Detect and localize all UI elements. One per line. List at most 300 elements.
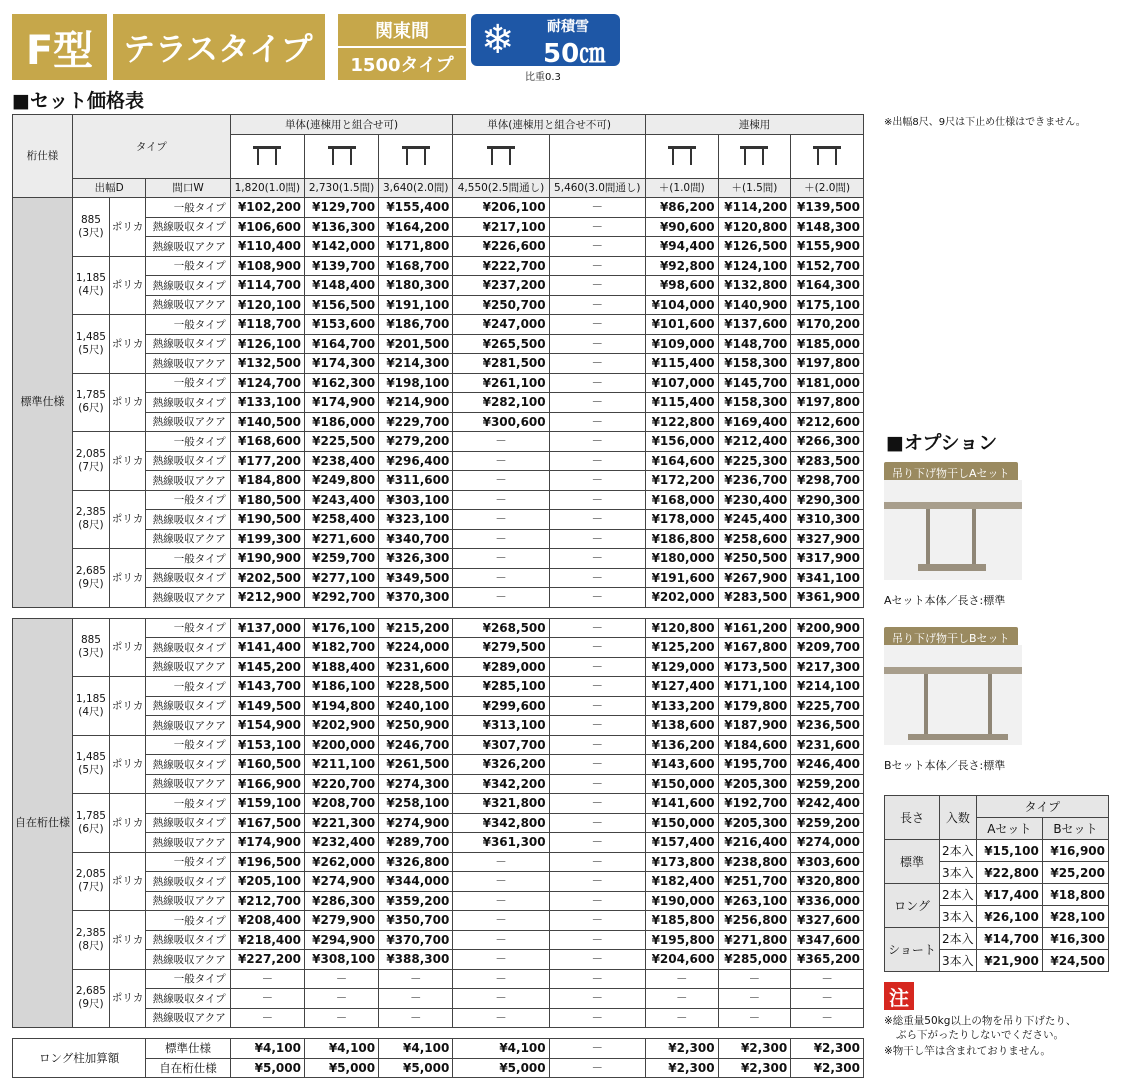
roof-type: 熱線吸収タイプ bbox=[146, 872, 230, 892]
depth-mm: 1,785 bbox=[75, 389, 106, 402]
price-cell: － bbox=[549, 872, 645, 892]
price-cell: ¥98,600 bbox=[645, 276, 718, 296]
price-cell: ¥149,500 bbox=[230, 696, 304, 716]
price-cell: ¥125,200 bbox=[645, 638, 718, 658]
price-cell: ¥246,400 bbox=[791, 755, 864, 775]
price-cell: － bbox=[379, 989, 453, 1009]
price-cell: ¥232,400 bbox=[304, 833, 378, 853]
price-cell: － bbox=[549, 490, 645, 510]
roof-type-icon bbox=[813, 146, 841, 164]
price-cell: ¥240,100 bbox=[379, 696, 453, 716]
price-cell: ¥246,700 bbox=[379, 735, 453, 755]
column-header: 3,640(2.0間) bbox=[379, 178, 453, 198]
price-cell: ¥326,300 bbox=[379, 549, 453, 569]
roof-type: 熱線吸収タイプ bbox=[146, 393, 230, 413]
opt-qty: 3本入 bbox=[939, 906, 976, 928]
price-cell: ¥152,700 bbox=[791, 256, 864, 276]
roof-type: 熱線吸収タイプ bbox=[146, 755, 230, 775]
depth-cell bbox=[73, 794, 110, 853]
price-cell: ¥141,400 bbox=[230, 638, 304, 658]
long-spec: 自在桁仕様 bbox=[146, 1058, 230, 1078]
depth-shaku: (6尺) bbox=[78, 822, 104, 835]
price-cell: ¥143,600 bbox=[645, 755, 718, 775]
price-cell: ¥186,800 bbox=[645, 529, 718, 549]
price-cell: ¥344,000 bbox=[379, 872, 453, 892]
depth-cell bbox=[73, 677, 110, 736]
header-type: タイプ bbox=[73, 115, 231, 179]
price-cell: ¥185,000 bbox=[791, 334, 864, 354]
opt-price: ¥25,200 bbox=[1042, 862, 1108, 884]
table-row bbox=[13, 490, 864, 510]
price-cell: － bbox=[549, 677, 645, 697]
price-cell: － bbox=[230, 1008, 304, 1028]
opt-qty: 2本入 bbox=[939, 884, 976, 906]
price-cell: － bbox=[549, 315, 645, 335]
price-cell: ¥5,000 bbox=[304, 1058, 378, 1078]
depth-shaku: (4尺) bbox=[78, 285, 104, 298]
price-cell: ¥266,300 bbox=[791, 432, 864, 452]
column-header: 2,730(1.5間) bbox=[304, 178, 378, 198]
price-cell: ¥188,400 bbox=[304, 657, 378, 677]
price-cell: ¥136,200 bbox=[645, 735, 718, 755]
opt-price: ¥18,800 bbox=[1042, 884, 1108, 906]
price-cell: － bbox=[718, 969, 791, 989]
price-cell: ¥90,600 bbox=[645, 217, 718, 237]
roof-type: 熱線吸収タイプ bbox=[146, 510, 230, 530]
price-cell: ¥150,000 bbox=[645, 774, 718, 794]
price-cell: ¥228,500 bbox=[379, 677, 453, 697]
price-cell: ¥184,600 bbox=[718, 735, 791, 755]
price-cell: ¥139,700 bbox=[304, 256, 378, 276]
price-cell: ¥327,600 bbox=[791, 911, 864, 931]
price-cell: ¥214,900 bbox=[379, 393, 453, 413]
group-3: 連棟用 bbox=[645, 115, 863, 135]
price-cell: ¥212,400 bbox=[718, 432, 791, 452]
price-cell: ¥154,900 bbox=[230, 716, 304, 736]
note-line-3: ※物干し竿は含まれておりません。 bbox=[884, 1045, 1051, 1057]
price-cell: ¥208,400 bbox=[230, 911, 304, 931]
price-cell: ¥5,000 bbox=[379, 1058, 453, 1078]
price-cell: ¥143,700 bbox=[230, 677, 304, 697]
price-cell: ¥153,600 bbox=[304, 315, 378, 335]
price-cell: ¥247,000 bbox=[453, 315, 549, 335]
price-cell: ¥231,600 bbox=[379, 657, 453, 677]
price-cell: ¥180,500 bbox=[230, 490, 304, 510]
opt-price: ¥16,900 bbox=[1042, 840, 1108, 862]
depth-cell bbox=[73, 969, 110, 1028]
price-cell: ¥298,700 bbox=[791, 471, 864, 491]
roof-type: 熱線吸収アクア bbox=[146, 237, 230, 257]
price-cell: ¥262,000 bbox=[304, 852, 378, 872]
depth-shaku: (5尺) bbox=[78, 764, 104, 777]
model-label: F型 bbox=[12, 14, 107, 80]
table-row bbox=[13, 969, 864, 989]
price-cell: ¥115,400 bbox=[645, 354, 718, 374]
price-cell: ¥214,300 bbox=[379, 354, 453, 374]
price-cell: ¥158,300 bbox=[718, 354, 791, 374]
depth-mm: 1,485 bbox=[75, 330, 106, 343]
price-cell: ¥191,100 bbox=[379, 295, 453, 315]
price-cell: ¥106,600 bbox=[230, 217, 304, 237]
price-cell: ¥216,400 bbox=[718, 833, 791, 853]
price-cell: － bbox=[453, 969, 549, 989]
width-type-label: 1500タイプ bbox=[338, 48, 466, 80]
depth-cell bbox=[73, 618, 110, 677]
price-cell: ¥365,200 bbox=[791, 950, 864, 970]
header-spec: 桁仕様 bbox=[13, 115, 73, 198]
price-cell: ¥145,200 bbox=[230, 657, 304, 677]
price-cell: ¥120,800 bbox=[645, 618, 718, 638]
price-cell: ¥250,900 bbox=[379, 716, 453, 736]
depth-mm: 2,685 bbox=[75, 564, 106, 577]
price-cell: ¥2,300 bbox=[791, 1039, 864, 1059]
roof-type: 熱線吸収アクア bbox=[146, 716, 230, 736]
opt-price: ¥17,400 bbox=[976, 884, 1042, 906]
price-cell: ¥169,400 bbox=[718, 412, 791, 432]
price-cell: － bbox=[549, 618, 645, 638]
roof-type: 熱線吸収タイプ bbox=[146, 217, 230, 237]
price-cell: ¥195,800 bbox=[645, 930, 718, 950]
price-cell: ¥300,600 bbox=[453, 412, 549, 432]
price-cell: ¥225,300 bbox=[718, 451, 791, 471]
price-cell: ¥157,400 bbox=[645, 833, 718, 853]
price-cell: ¥230,400 bbox=[718, 490, 791, 510]
roof-type: 熱線吸収アクア bbox=[146, 588, 230, 608]
price-cell: － bbox=[453, 989, 549, 1009]
price-cell: ¥186,000 bbox=[304, 412, 378, 432]
price-cell: － bbox=[549, 755, 645, 775]
price-cell: ¥4,100 bbox=[379, 1039, 453, 1059]
price-cell: ¥205,300 bbox=[718, 813, 791, 833]
depth-shaku: (3尺) bbox=[78, 647, 104, 660]
price-cell: ¥108,900 bbox=[230, 256, 304, 276]
column-header: ＋(1.5間) bbox=[718, 178, 791, 198]
column-header: 4,550(2.5間通し) bbox=[453, 178, 549, 198]
roof-icon-cell bbox=[791, 134, 864, 178]
price-cell: － bbox=[304, 1008, 378, 1028]
price-cell: ¥237,200 bbox=[453, 276, 549, 296]
roof-type: 一般タイプ bbox=[146, 911, 230, 931]
price-cell: ¥132,800 bbox=[718, 276, 791, 296]
depth-cell bbox=[73, 315, 110, 374]
roof-type: 熱線吸収タイプ bbox=[146, 696, 230, 716]
price-cell: ¥164,700 bbox=[304, 334, 378, 354]
price-cell: ¥181,000 bbox=[791, 373, 864, 393]
price-cell: ¥217,300 bbox=[791, 657, 864, 677]
price-cell: ¥224,000 bbox=[379, 638, 453, 658]
roof-icon-cell bbox=[230, 134, 304, 178]
price-cell: ¥268,500 bbox=[453, 618, 549, 638]
roof-type: 一般タイプ bbox=[146, 549, 230, 569]
price-cell: － bbox=[549, 334, 645, 354]
price-cell: － bbox=[549, 529, 645, 549]
roof-type: 熱線吸収タイプ bbox=[146, 334, 230, 354]
roof-type: 熱線吸収アクア bbox=[146, 354, 230, 374]
price-cell: ¥126,500 bbox=[718, 237, 791, 257]
price-cell: ¥133,100 bbox=[230, 393, 304, 413]
price-cell: ¥168,600 bbox=[230, 432, 304, 452]
depth-shaku: (8尺) bbox=[78, 519, 104, 532]
roof-icon-cell bbox=[304, 134, 378, 178]
roof-type: 熱線吸収アクア bbox=[146, 412, 230, 432]
column-header: ＋(1.0間) bbox=[645, 178, 718, 198]
price-cell: ¥150,000 bbox=[645, 813, 718, 833]
price-cell: － bbox=[549, 198, 645, 218]
price-cell: ¥4,100 bbox=[230, 1039, 304, 1059]
option-a-caption: Aセット本体／長さ:標準 bbox=[884, 594, 1006, 607]
price-cell: ¥182,700 bbox=[304, 638, 378, 658]
price-cell: ¥327,900 bbox=[791, 529, 864, 549]
price-cell: － bbox=[453, 471, 549, 491]
price-cell: ¥160,500 bbox=[230, 755, 304, 775]
material-label: ポリカ bbox=[109, 373, 145, 432]
price-cell: － bbox=[549, 412, 645, 432]
depth-shaku: (7尺) bbox=[78, 460, 104, 473]
price-cell: ¥310,300 bbox=[791, 510, 864, 530]
price-cell: － bbox=[718, 989, 791, 1009]
price-cell: ¥136,300 bbox=[304, 217, 378, 237]
price-cell: ¥341,100 bbox=[791, 568, 864, 588]
roof-type: 一般タイプ bbox=[146, 852, 230, 872]
price-cell: ¥118,700 bbox=[230, 315, 304, 335]
price-cell: － bbox=[549, 510, 645, 530]
opt-h-qty: 入数 bbox=[939, 796, 976, 840]
price-cell: ¥336,000 bbox=[791, 891, 864, 911]
price-cell: ¥217,100 bbox=[453, 217, 549, 237]
material-label: ポリカ bbox=[109, 677, 145, 736]
price-cell: － bbox=[549, 373, 645, 393]
roof-type: 一般タイプ bbox=[146, 677, 230, 697]
price-cell: ¥349,500 bbox=[379, 568, 453, 588]
price-cell: ¥370,700 bbox=[379, 930, 453, 950]
price-cell: ¥340,700 bbox=[379, 529, 453, 549]
price-cell: ¥250,500 bbox=[718, 549, 791, 569]
roof-type: 熱線吸収アクア bbox=[146, 833, 230, 853]
roof-type: 一般タイプ bbox=[146, 735, 230, 755]
table-row bbox=[13, 198, 864, 218]
price-cell: ¥218,400 bbox=[230, 930, 304, 950]
price-cell: ¥127,400 bbox=[645, 677, 718, 697]
option-table bbox=[884, 795, 1109, 972]
price-cell: ¥190,000 bbox=[645, 891, 718, 911]
price-cell: ¥197,800 bbox=[791, 393, 864, 413]
price-cell: － bbox=[453, 1008, 549, 1028]
depth-shaku: (8尺) bbox=[78, 939, 104, 952]
price-cell: ¥265,500 bbox=[453, 334, 549, 354]
price-cell: ¥140,500 bbox=[230, 412, 304, 432]
price-cell: ¥132,500 bbox=[230, 354, 304, 374]
table-row bbox=[13, 549, 864, 569]
top-note: ※出幅8尺、9尺は下止め仕様はできません。 bbox=[884, 117, 1086, 128]
price-cell: ¥124,700 bbox=[230, 373, 304, 393]
price-cell: ¥174,300 bbox=[304, 354, 378, 374]
roof-type: 熱線吸収アクア bbox=[146, 891, 230, 911]
table-row bbox=[13, 315, 864, 335]
price-cell: ¥2,300 bbox=[718, 1039, 791, 1059]
opt-length: ロング bbox=[885, 884, 940, 928]
price-cell: ¥342,200 bbox=[453, 774, 549, 794]
opt-price: ¥16,300 bbox=[1042, 928, 1108, 950]
price-cell: － bbox=[549, 451, 645, 471]
price-cell: ¥236,700 bbox=[718, 471, 791, 491]
price-cell: － bbox=[453, 930, 549, 950]
opt-price: ¥21,900 bbox=[976, 950, 1042, 972]
material-label: ポリカ bbox=[109, 315, 145, 374]
depth-mm: 885 bbox=[80, 634, 101, 647]
price-cell: ¥173,800 bbox=[645, 852, 718, 872]
option-a-image bbox=[884, 480, 1022, 580]
roof-type: 熱線吸収タイプ bbox=[146, 638, 230, 658]
price-cell: － bbox=[453, 529, 549, 549]
price-cell: ¥167,500 bbox=[230, 813, 304, 833]
price-cell: ¥271,800 bbox=[718, 930, 791, 950]
price-cell: ¥274,900 bbox=[304, 872, 378, 892]
depth-mm: 1,185 bbox=[75, 692, 106, 705]
roof-type: 一般タイプ bbox=[146, 432, 230, 452]
price-cell: － bbox=[718, 1008, 791, 1028]
price-cell: － bbox=[549, 716, 645, 736]
price-cell: ¥290,300 bbox=[791, 490, 864, 510]
price-cell: ¥225,500 bbox=[304, 432, 378, 452]
roof-type: 熱線吸収アクア bbox=[146, 950, 230, 970]
price-cell: ¥274,900 bbox=[379, 813, 453, 833]
price-cell: ¥258,100 bbox=[379, 794, 453, 814]
opt-qty: 2本入 bbox=[939, 928, 976, 950]
price-cell: ¥221,300 bbox=[304, 813, 378, 833]
type-label: テラスタイプ bbox=[113, 14, 325, 80]
depth-cell bbox=[73, 432, 110, 491]
price-cell: ¥197,800 bbox=[791, 354, 864, 374]
roof-type: 一般タイプ bbox=[146, 198, 230, 218]
price-cell: ¥212,900 bbox=[230, 588, 304, 608]
header-depth: 出幅D bbox=[73, 178, 146, 198]
price-cell: ¥208,700 bbox=[304, 794, 378, 814]
price-cell: ¥107,000 bbox=[645, 373, 718, 393]
price-cell: ¥202,000 bbox=[645, 588, 718, 608]
price-cell: ¥126,100 bbox=[230, 334, 304, 354]
depth-mm: 2,385 bbox=[75, 506, 106, 519]
option-b-badge: 吊り下げ物干しBセット bbox=[884, 627, 1018, 649]
price-cell: － bbox=[549, 432, 645, 452]
price-cell: － bbox=[453, 510, 549, 530]
price-cell: ¥94,400 bbox=[645, 237, 718, 257]
price-cell: ¥258,400 bbox=[304, 510, 378, 530]
price-cell: － bbox=[549, 911, 645, 931]
roof-type-icon bbox=[328, 146, 356, 164]
price-cell: － bbox=[549, 276, 645, 296]
price-table bbox=[12, 114, 864, 1078]
opt-length: 標準 bbox=[885, 840, 940, 884]
table-row bbox=[13, 794, 864, 814]
price-cell: － bbox=[453, 490, 549, 510]
price-cell: － bbox=[791, 1008, 864, 1028]
price-cell: ¥202,500 bbox=[230, 568, 304, 588]
opt-qty: 3本入 bbox=[939, 862, 976, 884]
price-cell: － bbox=[549, 735, 645, 755]
table-row bbox=[13, 735, 864, 755]
group-1: 単体(連棟用と組合せ可) bbox=[230, 115, 453, 135]
note-line-1: ※総重量50kg以上の物を吊り下げたり、 bbox=[884, 1015, 1077, 1027]
price-cell: ¥186,700 bbox=[379, 315, 453, 335]
price-cell: ¥350,700 bbox=[379, 911, 453, 931]
price-cell: ¥283,500 bbox=[791, 451, 864, 471]
roof-type: 一般タイプ bbox=[146, 969, 230, 989]
price-cell: ¥196,500 bbox=[230, 852, 304, 872]
price-cell: － bbox=[453, 568, 549, 588]
column-header: 1,820(1.0間) bbox=[230, 178, 304, 198]
price-cell: ¥172,200 bbox=[645, 471, 718, 491]
material-label: ポリカ bbox=[109, 256, 145, 315]
opt-price: ¥24,500 bbox=[1042, 950, 1108, 972]
option-a-badge: 吊り下げ物干しAセット bbox=[884, 462, 1018, 484]
price-cell: － bbox=[549, 833, 645, 853]
price-cell: ¥122,800 bbox=[645, 412, 718, 432]
depth-mm: 2,085 bbox=[75, 868, 106, 881]
price-cell: － bbox=[549, 393, 645, 413]
price-cell: ¥114,200 bbox=[718, 198, 791, 218]
roof-type-icon bbox=[487, 146, 515, 164]
depth-cell bbox=[73, 735, 110, 794]
material-label: ポリカ bbox=[109, 969, 145, 1028]
section-title: ■セット価格表 bbox=[12, 90, 144, 112]
price-cell: ¥129,700 bbox=[304, 198, 378, 218]
price-cell: ¥191,600 bbox=[645, 568, 718, 588]
depth-cell bbox=[73, 549, 110, 608]
price-cell: ¥313,100 bbox=[453, 716, 549, 736]
price-cell: ¥243,400 bbox=[304, 490, 378, 510]
depth-shaku: (7尺) bbox=[78, 881, 104, 894]
opt-h-type: タイプ bbox=[976, 796, 1108, 818]
price-cell: － bbox=[549, 256, 645, 276]
table-row bbox=[13, 432, 864, 452]
depth-cell bbox=[73, 852, 110, 911]
table-row bbox=[885, 928, 1109, 950]
roof-type: 熱線吸収アクア bbox=[146, 471, 230, 491]
roof-type: 熱線吸収タイプ bbox=[146, 989, 230, 1009]
note-line-2: ぶら下がったりしないでください。 bbox=[896, 1029, 1064, 1041]
price-cell: ¥180,300 bbox=[379, 276, 453, 296]
price-cell: ¥347,600 bbox=[791, 930, 864, 950]
price-cell: － bbox=[453, 852, 549, 872]
price-cell: － bbox=[453, 911, 549, 931]
price-cell: ¥215,200 bbox=[379, 618, 453, 638]
price-cell: ¥186,100 bbox=[304, 677, 378, 697]
depth-cell bbox=[73, 911, 110, 970]
price-cell: ¥326,800 bbox=[379, 852, 453, 872]
price-cell: ¥242,400 bbox=[791, 794, 864, 814]
price-cell: ¥256,800 bbox=[718, 911, 791, 931]
roof-type: 熱線吸収アクア bbox=[146, 1008, 230, 1028]
price-cell: ¥148,700 bbox=[718, 334, 791, 354]
price-cell: ¥250,700 bbox=[453, 295, 549, 315]
opt-h-a: Aセット bbox=[976, 818, 1042, 840]
price-cell: ¥198,100 bbox=[379, 373, 453, 393]
price-cell: ¥162,300 bbox=[304, 373, 378, 393]
price-cell: ¥138,600 bbox=[645, 716, 718, 736]
price-cell: － bbox=[549, 794, 645, 814]
price-cell: － bbox=[230, 969, 304, 989]
price-cell: ¥110,400 bbox=[230, 237, 304, 257]
price-cell: ¥148,300 bbox=[791, 217, 864, 237]
table-row bbox=[13, 1039, 864, 1059]
roof-type: 熱線吸収アクア bbox=[146, 295, 230, 315]
price-cell: － bbox=[549, 813, 645, 833]
price-cell: － bbox=[549, 237, 645, 257]
hanger-b-icon bbox=[884, 645, 1022, 745]
material-label: ポリカ bbox=[109, 198, 145, 257]
price-cell: ¥342,800 bbox=[453, 813, 549, 833]
roof-type: 熱線吸収タイプ bbox=[146, 276, 230, 296]
